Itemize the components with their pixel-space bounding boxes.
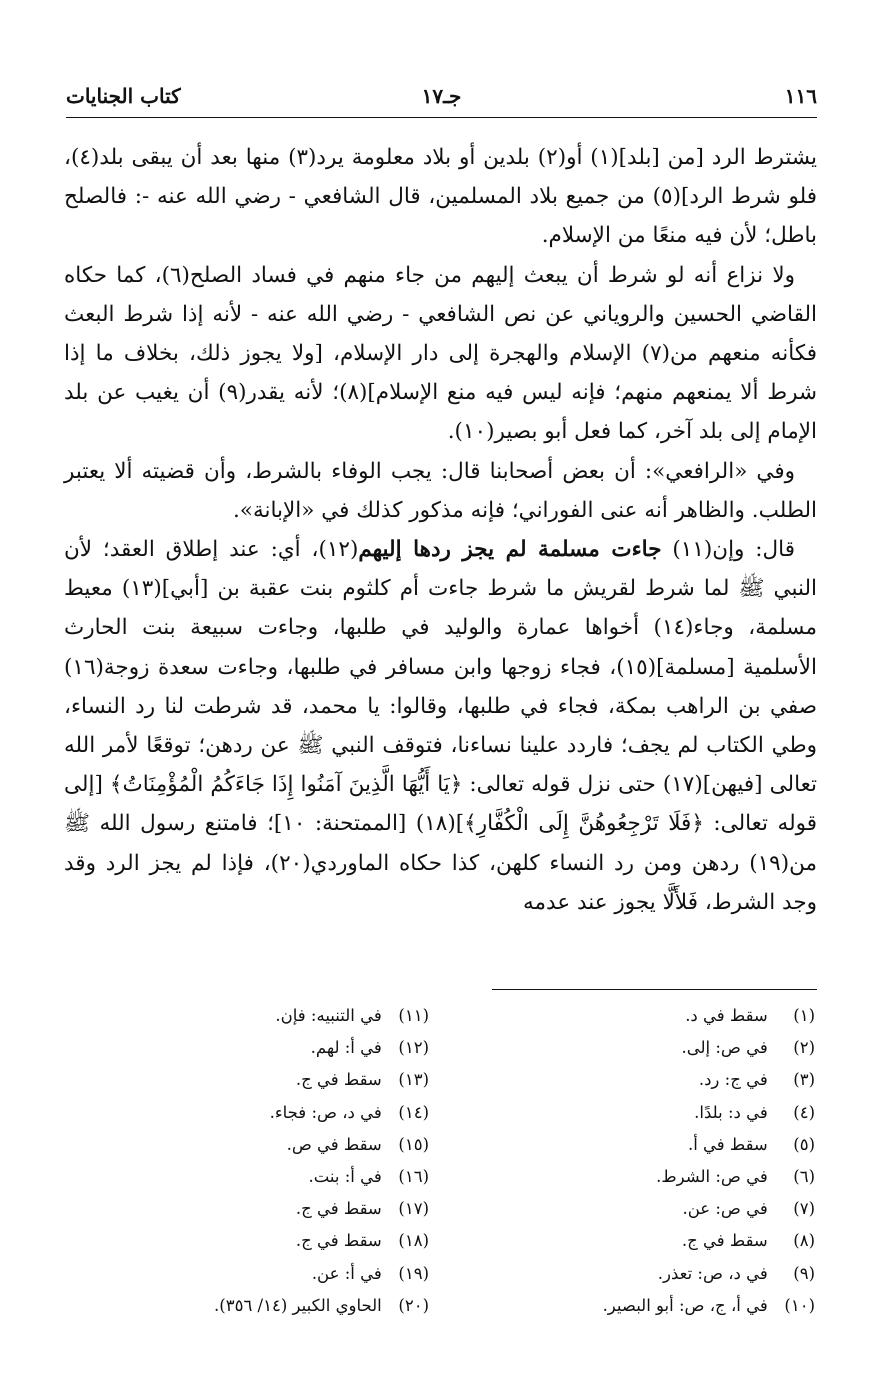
page-number: ١١٦ — [784, 84, 817, 108]
footnote-divider — [492, 989, 817, 990]
volume-label: جـ١٧ — [421, 84, 462, 108]
footnote-number: (١٣) — [398, 1070, 429, 1090]
paragraph-3: وفي «الرافعي»: أن بعض أصحابنا قال: يجب الوفاء بالشرط، وأن قضيته ألا يعتبر الطلب. والظاهر أنه عنى الفوراني؛ فإنه مذكور كذلك في «الإبانة». — [64, 458, 817, 523]
footnote-number: (٦) — [793, 1167, 815, 1187]
matn-quote: جاءت مسلمة لم يجز ردها إليهم — [358, 537, 662, 563]
footnote-text: سقط في ج. — [295, 1199, 382, 1219]
footnote-number: (١) — [793, 1006, 815, 1025]
footnote — [99, 1290, 429, 1322]
footnote-number: (٤) — [793, 1102, 815, 1122]
footnote-number: (٢) — [793, 1038, 815, 1058]
footnote-number: (٨) — [793, 1231, 815, 1251]
footnote — [99, 1258, 429, 1290]
footnote-text: في ص: عن. — [682, 1199, 768, 1219]
footnote — [99, 1000, 429, 1032]
footnote — [485, 1258, 815, 1290]
running-header — [66, 82, 817, 116]
footnotes-right-column — [485, 1000, 815, 1322]
footnote — [99, 1064, 429, 1096]
footnote-text: في ص: إلى. — [681, 1038, 768, 1058]
paragraph-4-rest: (١٢)، أي: عند إطلاق العقد؛ لأن النبي ﷺ لما شرط لقريش ما شرط جاءت أم كلثوم بنت عقبة بن [أبي](١٣) معيط مسلمة، وجاء(١٤) أخواها عمارة والوليد في طلبها، وجاءت سبيعة بنت الحارث الأسلمية [مسلمة](١٥)، فجاء زوجها وابن مسافر في طلبها، وجاءت سعدة زوجة(١٦) صفي بن الراهب بمكة، فجاء في طلبها، وقالوا: يا محمد، قد شرطت لنا رد النساء، وطي الكتاب لم يجف؛ فاردد علينا نساءنا، فتوقف النبي ﷺ عن ردهن؛ توقعًا لأمر الله تعالى [فيهن](١٧) حتى نزل قوله تعالى: ﴿يَا أَيُّهَا الَّذِينَ آمَنُوا إِذَا جَاءَكُمُ الْمُؤْمِنَاتُ﴾ [إلى قوله تعالى: ﴿فَلَا تَرْجِعُوهُنَّ إِلَى الْكُفَّارِ﴾](١٨) [الممتحنة: ١٠]؛ فامتنع رسول الله ﷺ من(١٩) ردهن ومن رد النساء كلهن، كذا حكاه الماوردي(٢٠)، فإذا لم يجز الرد وقد وجد الشرط، فَلأَلَّا يجوز عند عدمه — [64, 537, 818, 915]
footnote — [99, 1129, 429, 1161]
footnote — [99, 1032, 429, 1064]
footnote-text: في أ، ج، ص: أبو البصير. — [602, 1295, 768, 1315]
footnote-text: في د، ص: تعذر. — [657, 1263, 768, 1283]
footnote — [485, 1032, 815, 1064]
footnote — [485, 1290, 815, 1322]
paragraph-2: ولا نزاع أنه لو شرط أن يبعث إليهم من جاء منهم في فساد الصلح(٦)، كما حكاه القاضي الحسين والروياني عن نص الشافعي - رضي الله عنه - لأنه إذا شرط البعث فكأنه منعهم من(٧) الإسلام والهجرة إلى دار الإسلام، [ولا يجوز ذلك، بخلاف ما إذا شرط ألا يمنعهم منهم؛ فإنه ليس فيه منع الإسلام](٨)؛ لأنه يقدر(٩) أن يغيب عن بلد الإمام إلى بلد آخر، كما فعل أبو بصير(١٠). — [64, 262, 817, 445]
footnote-text: سقط في أ. — [687, 1134, 768, 1154]
footnote-number: (٧) — [793, 1199, 815, 1219]
footnote-text: سقط في ج. — [295, 1070, 382, 1090]
footnote — [485, 1000, 815, 1032]
book-title: كتاب الجنايات — [66, 84, 181, 108]
footnote-text: الحاوي الكبير (١٤/ ٣٥٦). — [214, 1295, 382, 1315]
footnote-number: (١٧) — [398, 1199, 429, 1219]
footnote-text: في أ: لهم. — [310, 1038, 382, 1058]
header-divider — [66, 117, 817, 118]
main-text — [64, 138, 817, 922]
footnote-number: (١٨) — [398, 1231, 429, 1251]
footnote-number: (٥) — [793, 1134, 815, 1154]
footnote-text: سقط في ج. — [295, 1231, 382, 1251]
footnote-text: سقط في د. — [685, 1006, 768, 1025]
paragraph-4 — [64, 530, 817, 922]
footnote-text: في أ: عن. — [311, 1263, 382, 1283]
footnote-number: (٣) — [793, 1070, 815, 1090]
footnote — [485, 1193, 815, 1225]
footnote-text: في ص: الشرط. — [656, 1167, 768, 1187]
footnote-text: في ج: رد. — [698, 1070, 768, 1090]
footnote-number: (١٥) — [398, 1134, 429, 1154]
footnote-number: (١٦) — [398, 1167, 429, 1187]
footnote — [99, 1193, 429, 1225]
footnote — [485, 1129, 815, 1161]
footnote — [485, 1097, 815, 1129]
footnote-number: (١٠) — [784, 1295, 815, 1315]
footnote-number: (٢٠) — [398, 1295, 429, 1315]
footnote — [485, 1064, 815, 1096]
footnote — [99, 1225, 429, 1257]
footnote — [485, 1161, 815, 1193]
footnote-number: (٩) — [793, 1263, 815, 1283]
footnote-text: في د: بلدًا. — [694, 1102, 768, 1122]
footnote-number: (١٩) — [398, 1263, 429, 1283]
footnote-text: في التنبيه: فإن. — [275, 1006, 382, 1025]
footnote — [485, 1225, 815, 1257]
footnote-text: في د، ص: فجاء. — [269, 1102, 382, 1122]
paragraph-1: يشترط الرد [من [بلد](١) أو(٢) بلدين أو بلاد معلومة يرد(٣) منها بعد أن يبقى بلد(٤)، فلو شرط الرد](٥) من جميع بلاد المسلمين، قال الشافعي - رضي الله عنه -: فالصلح باطل؛ لأن فيه منعًا من الإسلام. — [64, 145, 818, 249]
footnote-text: سقط في ج. — [681, 1231, 768, 1251]
footnote — [99, 1097, 429, 1129]
footnotes-left-column — [99, 1000, 429, 1322]
footnote-text: في أ: بنت. — [308, 1167, 382, 1187]
footnote-text: سقط في ص. — [286, 1134, 382, 1154]
footnote-number: (١٤) — [398, 1102, 429, 1122]
footnote-number: (١١) — [398, 1006, 429, 1025]
footnote — [99, 1161, 429, 1193]
footnote-number: (١٢) — [398, 1038, 429, 1058]
paragraph-4-lead: قال: وإن(١١) — [661, 537, 795, 563]
